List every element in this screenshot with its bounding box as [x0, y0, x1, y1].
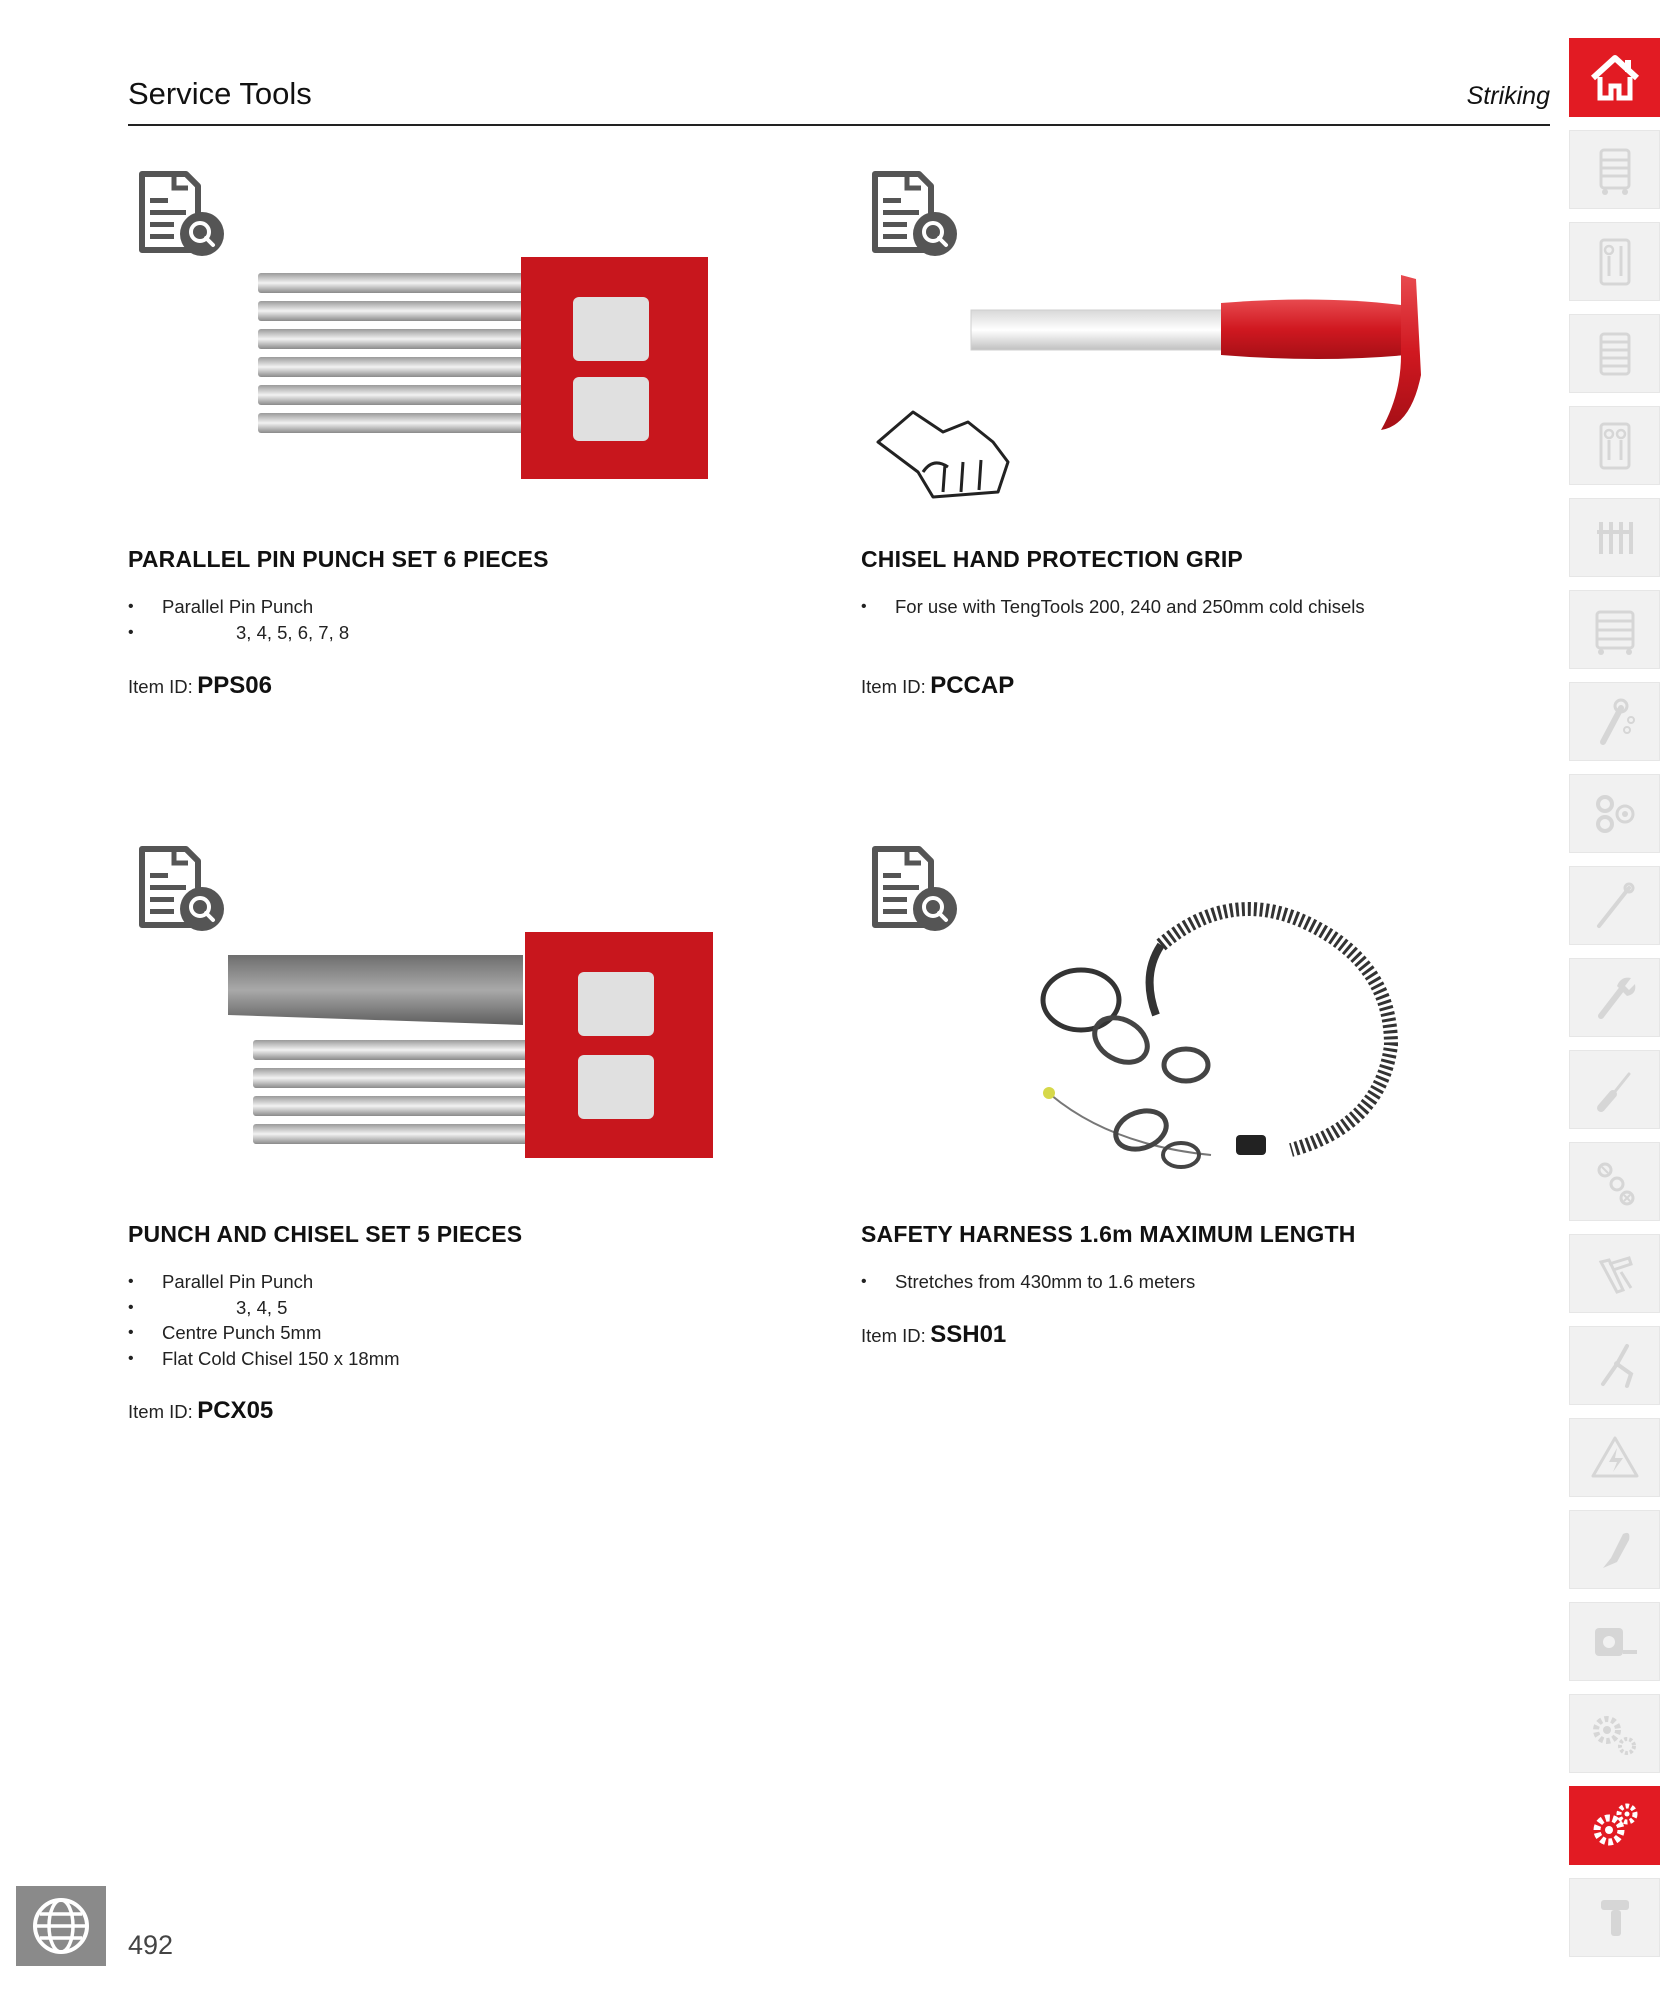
page-number: 492 — [128, 1930, 174, 1960]
hex-keys-icon — [1587, 1246, 1643, 1302]
socket-set-icon — [1587, 510, 1643, 566]
gears-icon — [1587, 1706, 1643, 1762]
item-id-value: SSH01 — [930, 1321, 1007, 1348]
product-name: SAFETY HARNESS 1.6m MAXIMUM LENGTH — [861, 1221, 1356, 1247]
electrical-hazard-icon — [1587, 1430, 1643, 1486]
page-title: Service Tools — [128, 76, 312, 111]
tape-measure-icon — [1587, 1614, 1643, 1670]
sidebar-tab-tool-trolleys[interactable] — [1569, 130, 1660, 209]
sidebar-tab-tool-chests[interactable] — [1569, 314, 1660, 393]
sidebar-tab-sockets[interactable] — [1569, 774, 1660, 853]
sidebar-tab-tool-cabinets[interactable] — [1569, 590, 1660, 669]
feature-list — [128, 594, 349, 645]
ratchet-icon — [1587, 694, 1643, 750]
sidebar-tab-pliers[interactable] — [1569, 1326, 1660, 1405]
document-search-icon[interactable] — [869, 170, 959, 260]
sidebar-tab-torque[interactable] — [1569, 866, 1660, 945]
sockets-icon — [1587, 786, 1643, 842]
globe-icon — [29, 1894, 93, 1958]
tool-trolley-icon — [1587, 142, 1643, 198]
item-id: Item ID: PPS06 — [128, 672, 272, 699]
sidebar-tab-tool-modules[interactable] — [1569, 222, 1660, 301]
bits-icon — [1587, 1154, 1643, 1210]
page-header — [128, 72, 1550, 126]
feature-item: • Centre Punch 5mm — [128, 1320, 400, 1346]
sidebar-tab-screwdrivers[interactable] — [1569, 1050, 1660, 1129]
product-card-pccap — [861, 170, 1561, 710]
service-tools-gears-icon — [1587, 1798, 1643, 1854]
spanner-icon — [1587, 970, 1643, 1026]
home-icon — [1587, 50, 1643, 106]
product-name: PUNCH AND CHISEL SET 5 PIECES — [128, 1221, 523, 1247]
sidebar-tab-spanners[interactable] — [1569, 958, 1660, 1037]
knife-icon — [1587, 1522, 1643, 1578]
website-link[interactable] — [16, 1886, 106, 1966]
sidebar-tab-workshop[interactable] — [1569, 1694, 1660, 1773]
sidebar-tab-bits[interactable] — [1569, 1142, 1660, 1221]
feature-list — [861, 594, 1365, 620]
item-id: Item ID: SSH01 — [861, 1321, 1007, 1348]
feature-list — [128, 1269, 400, 1371]
safety-harness-image — [1011, 885, 1431, 1185]
sidebar-tab-ratchets[interactable] — [1569, 682, 1660, 761]
document-search-icon[interactable] — [136, 845, 226, 935]
air-tool-icon — [1587, 1890, 1643, 1946]
sidebar-tab-socket-sets[interactable] — [1569, 498, 1660, 577]
sidebar-tab-service-tools[interactable] — [1569, 1786, 1660, 1865]
product-card-ssh01 — [861, 845, 1561, 1385]
punch-and-chisel-set-image — [223, 930, 733, 1170]
sidebar-tab-measuring[interactable] — [1569, 1602, 1660, 1681]
item-id-value: PPS06 — [197, 672, 272, 699]
sidebar-tab-knives[interactable] — [1569, 1510, 1660, 1589]
sidebar-tab-home[interactable] — [1569, 38, 1660, 117]
item-id-value: PCCAP — [930, 672, 1015, 699]
screwdriver-icon — [1587, 1062, 1643, 1118]
tool-cabinet-icon — [1587, 602, 1643, 658]
product-name: PARALLEL PIN PUNCH SET 6 PIECES — [128, 546, 549, 572]
product-card-pps06 — [128, 170, 828, 710]
tool-module-icon — [1587, 418, 1643, 474]
sidebar-tab-hex-keys[interactable] — [1569, 1234, 1660, 1313]
pliers-icon — [1587, 1338, 1643, 1394]
sidebar-tab-air-tools[interactable] — [1569, 1878, 1660, 1957]
feature-item: • Parallel Pin Punch — [128, 1269, 400, 1295]
feature-item: • Stretches from 430mm to 1.6 meters — [861, 1269, 1195, 1295]
chisel-hand-protection-grip-image — [961, 265, 1461, 445]
item-id: Item ID: PCX05 — [128, 1397, 274, 1424]
sidebar-tab-electrical[interactable] — [1569, 1418, 1660, 1497]
feature-item: • 3, 4, 5 — [128, 1295, 400, 1321]
feature-item: • For use with TengTools 200, 240 and 250mm cold chisels — [861, 594, 1365, 620]
hand-grip-icon — [873, 402, 1023, 502]
tool-chest-icon — [1587, 326, 1643, 382]
torque-wrench-icon — [1587, 878, 1643, 934]
sidebar-tab-tool-modules-2[interactable] — [1569, 406, 1660, 485]
feature-item: • Parallel Pin Punch — [128, 594, 349, 620]
item-id-value: PCX05 — [197, 1397, 274, 1424]
feature-item: • Flat Cold Chisel 150 x 18mm — [128, 1346, 400, 1372]
tool-module-icon — [1587, 234, 1643, 290]
section-title: Striking — [1466, 82, 1550, 110]
product-card-pcx05 — [128, 845, 828, 1445]
product-name: CHISEL HAND PROTECTION GRIP — [861, 546, 1243, 572]
parallel-pin-punch-set-image — [228, 255, 728, 495]
feature-list — [861, 1269, 1195, 1295]
document-search-icon[interactable] — [136, 170, 226, 260]
feature-item: • 3, 4, 5, 6, 7, 8 — [128, 620, 349, 646]
document-search-icon[interactable] — [869, 845, 959, 935]
item-id: Item ID: PCCAP — [861, 672, 1015, 699]
